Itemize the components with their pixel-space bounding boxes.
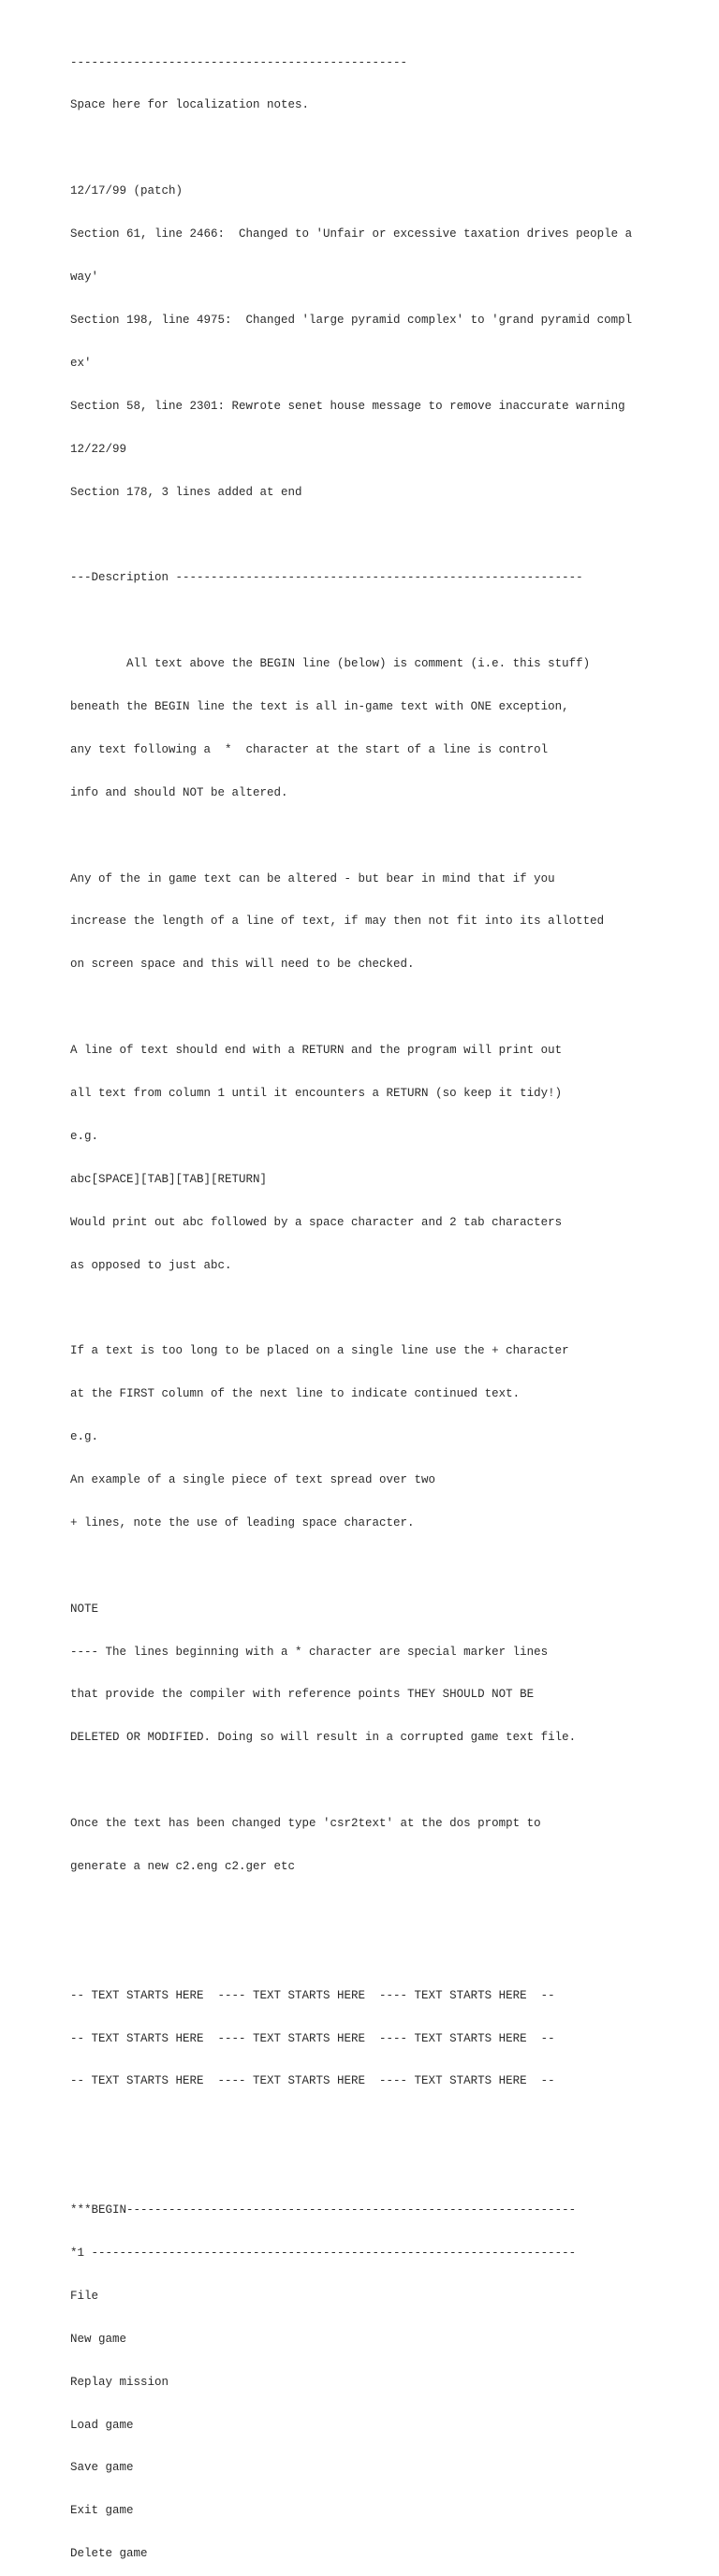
text-line: as opposed to just abc. [70,1258,232,1272]
text-line: abc[SPACE][TAB][TAB][RETURN] [70,1172,268,1186]
text-line [70,1001,707,1015]
text-line: beneath the BEGIN line the text is all in-game text with ONE exception, [70,699,569,713]
text-line: DELETED OR MODIFIED. Doing so will result in a corrupted game text file. [70,1731,577,1745]
text-line: Space here for localization notes. [70,98,310,112]
text-line [70,1946,707,1960]
text-line: Save game [70,2461,134,2475]
text-line [70,141,707,155]
text-line: -- TEXT STARTS HERE ---- TEXT STARTS HERE ---- TEXT STARTS HERE -- [70,1988,555,2002]
text-line [70,614,707,628]
text-line: ---Description ---------------------------------------------------------- [70,571,583,585]
text-line: increase the length of a line of text, if may then not fit into its allotted [70,915,605,929]
text-line: An example of a single piece of text spread over two [70,1472,436,1486]
text-line: at the FIRST column of the next line to indicate continued text. [70,1387,521,1401]
text-line: way' [70,271,99,285]
text-line: Replay mission [70,2375,169,2389]
text-line [70,1559,707,1573]
text-line: ------------------------------------------------ [70,55,408,69]
text-line [70,2117,707,2131]
text-line: Any of the in game text can be altered - but bear in mind that if you [70,871,555,886]
text-line: ***BEGIN---------------------------------------------------------------- [70,2203,577,2217]
text-line: NOTE [70,1602,99,1616]
text-line: 12/22/99 [70,442,127,456]
text-line: ---- The lines beginning with a * character are special marker lines [70,1645,549,1659]
text-line [70,1903,707,1917]
text-line [70,528,707,542]
text-line: -- TEXT STARTS HERE ---- TEXT STARTS HERE ---- TEXT STARTS HERE -- [70,2074,555,2088]
text-line: Exit game [70,2504,134,2518]
text-line [70,829,707,843]
text-line: 12/17/99 (patch) [70,184,183,198]
text-line [70,1301,707,1315]
text-line: If a text is too long to be placed on a single line use the + character [70,1344,569,1358]
text-line [70,2160,707,2174]
text-line: Section 61, line 2466: Changed to 'Unfair or excessive taxation drives people a [70,227,633,242]
text-line: any text following a * character at the start of a line is control [70,742,549,756]
text-line: all text from column 1 until it encounters a RETURN (so keep it tidy!) [70,1086,563,1100]
document-text [70,27,707,2576]
text-line: A line of text should end with a RETURN and the program will print out [70,1044,563,1058]
text-line: Section 178, 3 lines added at end [70,485,302,499]
text-line: Delete game [70,2547,148,2561]
text-line: info and should NOT be altered. [70,785,288,799]
text-line: File [70,2289,99,2303]
text-line: ex' [70,356,92,370]
text-line: Once the text has been changed type 'csr2text' at the dos prompt to [70,1817,541,1831]
text-line: Section 58, line 2301: Rewrote senet house message to remove inaccurate warning [70,399,625,413]
text-line: New game [70,2332,127,2346]
text-line: generate a new c2.eng c2.ger etc [70,1860,296,1873]
text-line: e.g. [70,1129,99,1143]
text-line: on screen space and this will need to be checked. [70,958,415,972]
text-line: + lines, note the use of leading space character. [70,1515,415,1530]
text-line [70,1774,707,1788]
text-line: -- TEXT STARTS HERE ---- TEXT STARTS HERE ---- TEXT STARTS HERE -- [70,2031,555,2045]
text-line: Load game [70,2418,134,2432]
text-line: e.g. [70,1430,99,1444]
text-line: All text above the BEGIN line (below) is comment (i.e. this stuff) [70,657,591,671]
text-line: Would print out abc followed by a space character and 2 tab characters [70,1215,563,1229]
text-line: that provide the compiler with reference points THEY SHOULD NOT BE [70,1688,535,1702]
text-line: *1 --------------------------------------------------------------------- [70,2247,577,2261]
text-line: Section 198, line 4975: Changed 'large pyramid complex' to 'grand pyramid compl [70,313,633,327]
